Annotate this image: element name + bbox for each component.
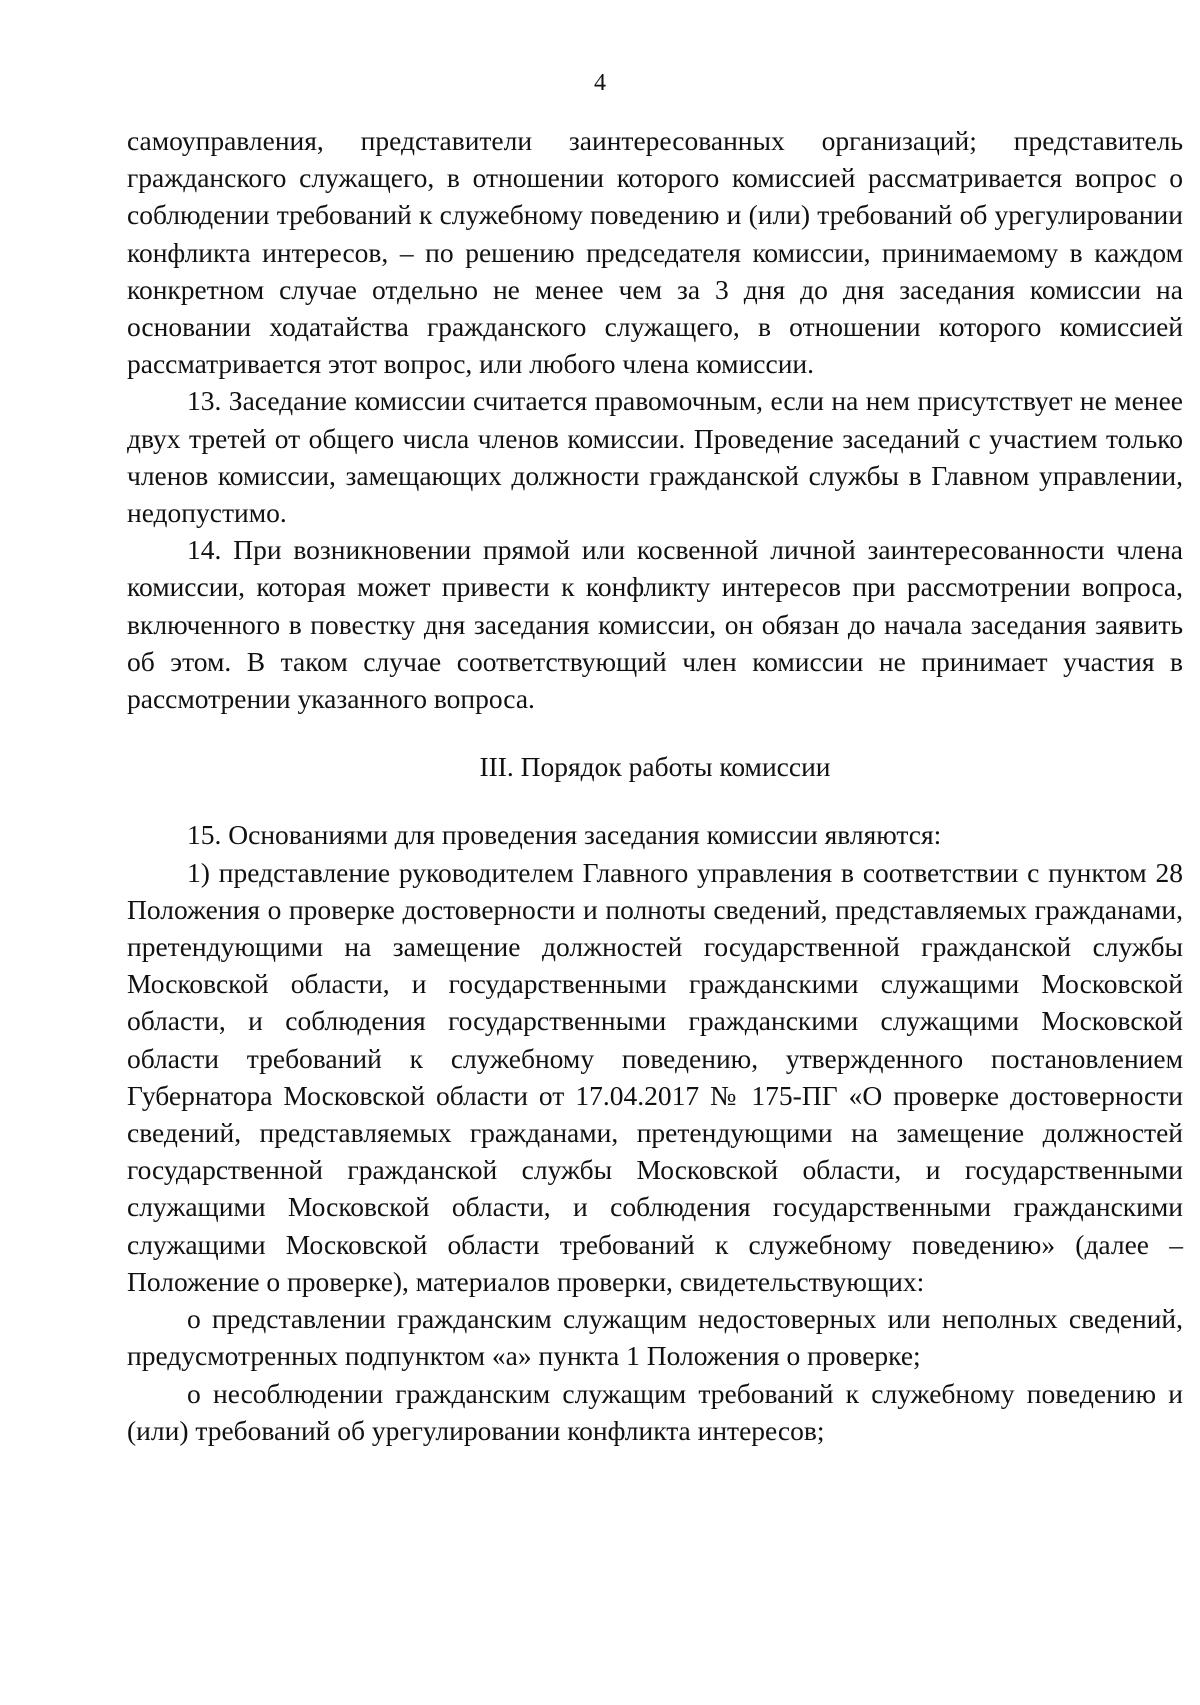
paragraph-15-item-1-sub-a: о представлении гражданским служащим недостоверных или неполных сведений, предусмотренных подпунктом «а» пункта 1 Положения о проверке; (127, 1303, 1183, 1372)
paragraph-15: 15. Основаниями для проведения заседания комиссии являются: (187, 819, 942, 851)
paragraph-15-item-1: 1) представление руководителем Главного управления в соответствии с пунктом 28 Положения о проверке достоверности и полноты сведений, представляемых гражданами, претендующими на замещение должностей государственной гражданской службы Московской области, и государственными гражданскими служащими Московской области, и соблюдения государственными гражданскими служащими Московской области требований к служебному поведению, утвержденного постановлением Губернатора Московской области от 17.04.2017 № 175-ПГ «О проверке достоверности сведений, представляемых гражданами, претендующими на замещение должностей государственной гражданской службы Московской области, и государственными служащими Московской области, и соблюдения государственными гражданскими служащими Московской области требований к служебному поведению» (далее – Положение о проверке), материалов проверки, свидетельствующих: (127, 856, 1183, 1297)
document-body (127, 122, 1183, 1449)
paragraph-15-item-1-sub-b: о несоблюдении гражданским служащим требований к служебному поведению и (или) требований об урегулировании конфликта интересов; (127, 1377, 1183, 1446)
section-heading: III. Порядок работы комиссии (479, 751, 831, 783)
paragraph-13: 13. Заседание комиссии считается правомочным, если на нем присутствует не менее двух третей от общего числа членов комиссии. Проведение заседаний с участием только членов комиссии, замещающих должности гражданской службы в Главном управлении, недопустимо. (127, 385, 1183, 529)
page-number: 4 (594, 70, 606, 96)
paragraph-continuation: самоуправления, представители заинтересованных организаций; представитель гражданского служащего, в отношении которого комиссией рассматривается вопрос о соблюдении требований к служебному поведению и (или) требований об урегулировании конфликта интересов, – по решению председателя комиссии, принимаемому в каждом конкретном случае отдельно не менее чем за 3 дня до дня заседания комиссии на основании ходатайства гражданского служащего, в отношении которого комиссией рассматривается этот вопрос, или любого члена комиссии. (127, 125, 1183, 380)
paragraph-14: 14. При возникновении прямой или косвенной личной заинтересованности члена комиссии, которая может привести к конфликту интересов при рассмотрении вопроса, включенного в повестку дня заседания комиссии, он обязан до начала заседания заявить об этом. В таком случае соответствующий член комиссии не принимает участия в рассмотрении указанного вопроса. (127, 534, 1183, 715)
